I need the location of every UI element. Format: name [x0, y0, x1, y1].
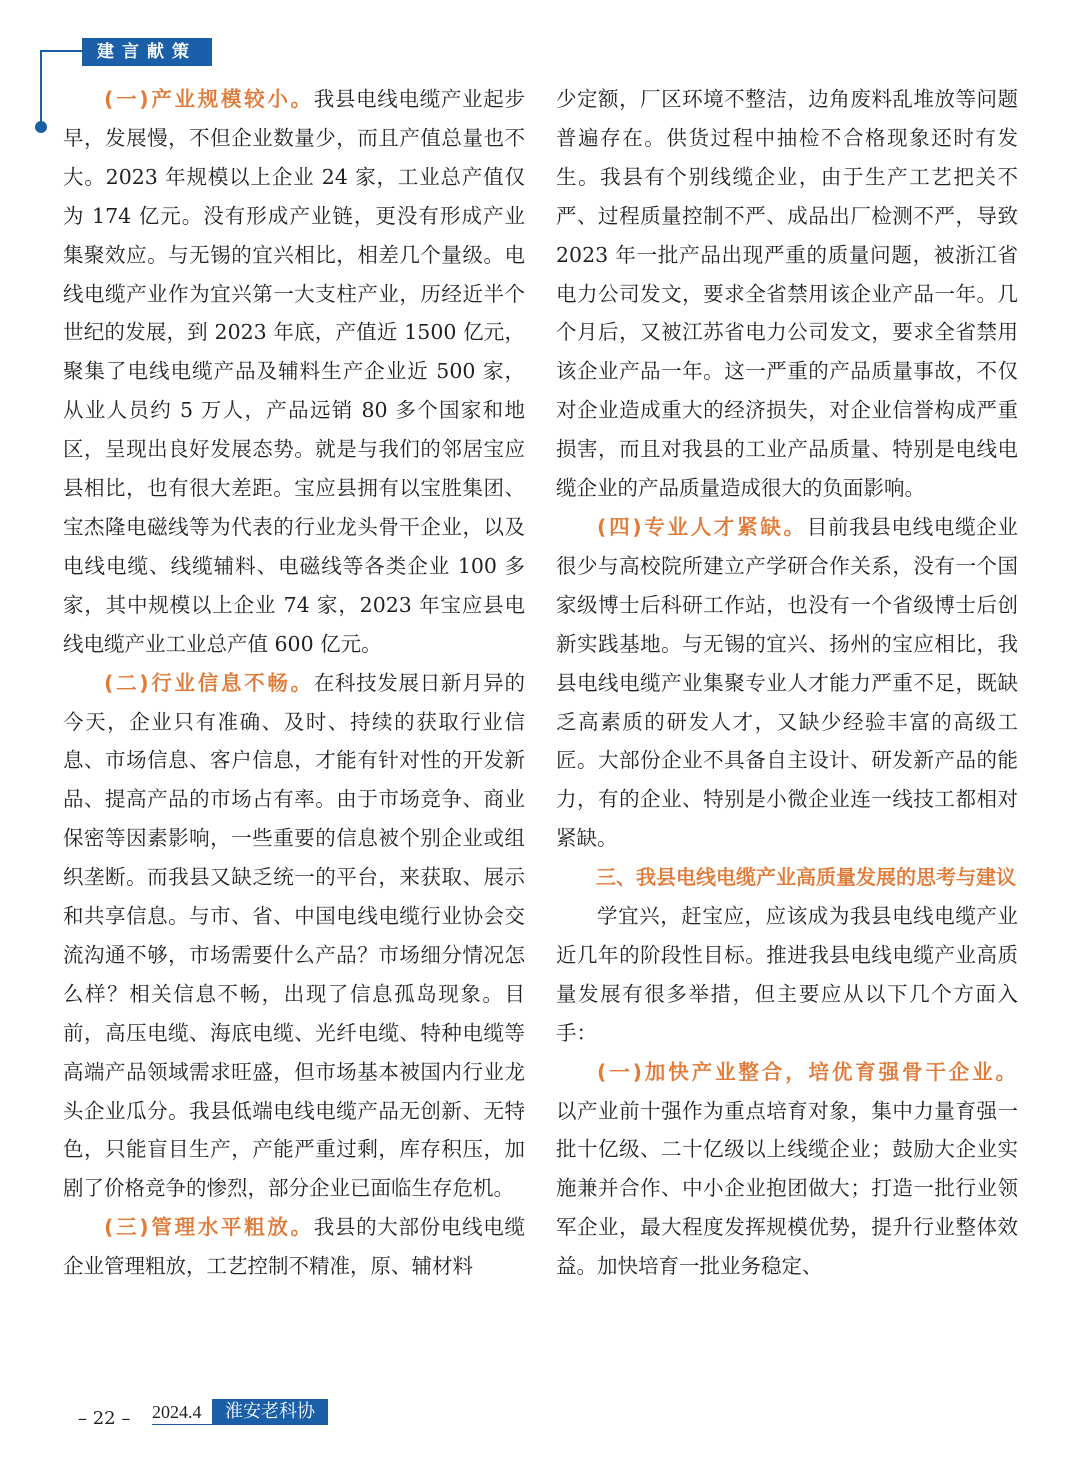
paragraph-heading: (一)加快产业整合，培优育强骨干企业。 — [597, 1059, 1018, 1084]
paragraph-text: 我县电线电缆产业起步早，发展慢，不但企业数量少，而且产值总量也不大。2023 年规模以上企业 24 家，工业总产值仅为 174 亿元。没有形成产业链，更没有形成产业集聚效应。与无锡的宜兴相比，相差几个量级。电线电缆产业作为宜兴第一大支柱产业，历经近半个世纪的发展，到 2023 年底，产值近 1500 亿元，聚集了电线电缆产品及辅料生产企业近 500 家，从业人员约 5 万人，产品远销 80 多个国家和地区，呈现出良好发展态势。就是与我们的邻居宝应县相比，也有很大差距。宝应县拥有以宝胜集团、宝杰隆电磁线等为代表的行业龙头骨干企业，以及电线电缆、线缆辅料、电磁线等各类企业 100 多家，其中规模以上企业 74 家，2023 年宝应县电线电缆产业工业总产值 600 亿元。 — [63, 87, 525, 656]
issue-number: 2024.4 — [152, 1402, 202, 1422]
paragraph — [556, 508, 1018, 858]
paragraph-heading: (二)行业信息不畅。 — [104, 670, 314, 695]
footer-rule — [152, 1424, 328, 1425]
paragraph — [63, 664, 525, 1209]
journal-name: 淮安老科协 — [212, 1399, 328, 1425]
decorative-dot — [35, 121, 47, 133]
decorative-horizontal-line — [40, 50, 82, 52]
paragraph-text: 目前我县电线电缆企业很少与高校院所建立产学研合作关系，没有一个国家级博士后科研工作站，也没有一个省级博士后创新实践基地。与无锡的宜兴、扬州的宝应相比，我县电线电缆产业集聚专业人才能力严重不足，既缺乏高素质的研发人才，又缺少经验丰富的高级工匠。大部份企业不具备自主设计、研发新产品的能力，有的企业、特别是小微企业连一线技工都相对紧缺。 — [556, 514, 1018, 851]
paragraph — [63, 1208, 525, 1286]
section-tag: 建言献策 — [82, 38, 212, 66]
paragraph-heading: (四)专业人才紧缺。 — [597, 514, 807, 539]
decorative-vertical-line — [40, 50, 42, 126]
paragraph-heading: (三)管理水平粗放。 — [104, 1215, 314, 1240]
paragraph — [556, 1053, 1018, 1286]
section-heading: 三、我县电线电缆产业高质量发展的思考与建议 — [596, 865, 1016, 890]
paragraph-text: 我县的大部份电线电缆企业管理粗放，工艺控制不精准，原、辅材料 — [63, 1215, 525, 1279]
left-column — [63, 80, 525, 1286]
paragraph-continued: 少定额，厂区环境不整洁，边角废料乱堆放等问题普遍存在。供货过程中抽检不合格现象还时有发生。我县有个别线缆企业，由于生产工艺把关不严、过程质量控制不严、成品出厂检测不严，导致 2023 年一批产品出现严重的质量问题，被浙江省电力公司发文，要求全省禁用该企业产品一年。几个月后，又被江苏省电力公司发文，要求全省禁用该企业产品一年。这一严重的产品质量事故，不仅对企业造成重大的经济损失，对企业信誉构成严重损害，而且对我县的工业产品质量、特别是电线电缆企业的产品质量造成很大的负面影响。 — [556, 87, 1018, 501]
right-column — [556, 80, 1018, 1286]
paragraph: 学宜兴，赶宝应，应该成为我县电线电缆产业近几年的阶段性目标。推进我县电线电缆产业高质量发展有很多举措，但主要应从以下几个方面入手： — [556, 904, 1018, 1045]
paragraph-heading: (一)产业规模较小。 — [104, 87, 314, 111]
paragraph-text: 在科技发展日新月异的今天，企业只有准确、及时、持续的获取行业信息、市场信息、客户信息，才能有针对性的开发新品、提高产品的市场占有率。由于市场竞争、商业保密等因素影响，一些重要的信息被个别企业或组织垄断。而我县又缺乏统一的平台，来获取、展示和共享信息。与市、省、中国电线电缆行业协会交流沟通不够，市场需要什么产品？市场细分情况怎么样？相关信息不畅，出现了信息孤岛现象。目前，高压电缆、海底电缆、光纤电缆、特种电缆等高端产品领域需求旺盛，但市场基本被国内行业龙头企业瓜分。我县低端电线电缆产品无创新、无特色，只能盲目生产，产能严重过剩，库存积压，加剧了价格竞争的惨烈，部分企业已面临生存危机。 — [63, 670, 525, 1201]
paragraph — [63, 80, 525, 664]
paragraph-text: 以产业前十强作为重点培育对象，集中力量育强一批十亿级、二十亿级以上线缆企业；鼓励大企业实施兼并合作、中小企业抱团做大；打造一批行业领军企业，最大程度发挥规模优势，提升行业整体效益。加快培育一批业务稳定、 — [556, 1098, 1018, 1279]
page-number: – 22 – — [78, 1408, 131, 1429]
